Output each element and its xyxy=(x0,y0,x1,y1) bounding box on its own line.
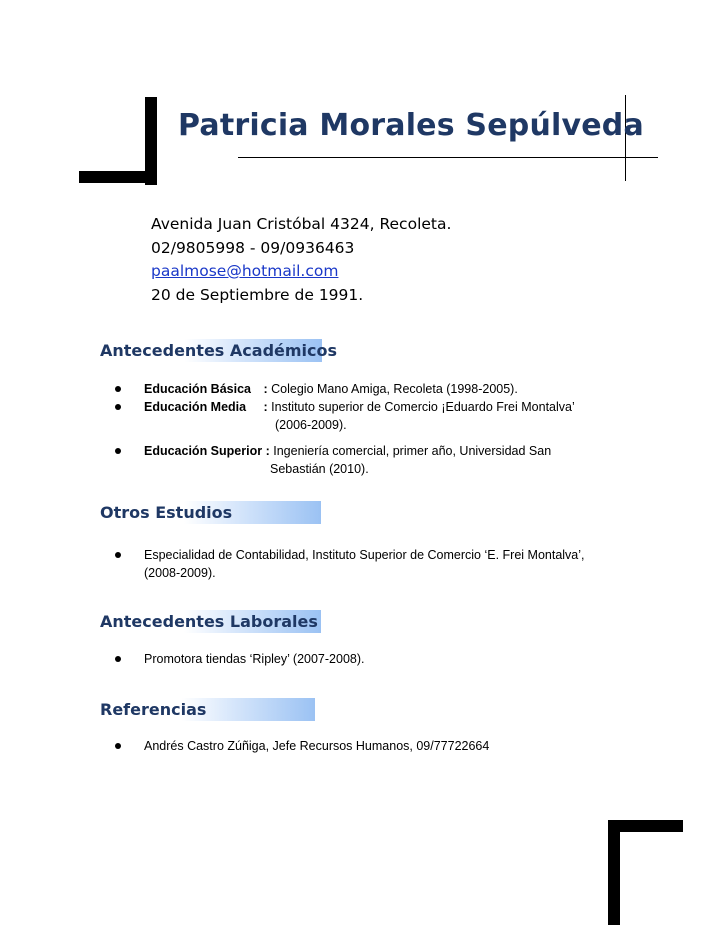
bullet-icon xyxy=(115,656,121,662)
item-separator: : xyxy=(263,382,268,396)
corner-bar-horizontal-top-left xyxy=(79,171,157,183)
bullet-icon xyxy=(115,552,121,558)
header-rule xyxy=(238,157,658,158)
address: Avenida Juan Cristóbal 4324, Recoleta. xyxy=(151,215,452,233)
section-heading-academic: Antecedentes Académicos xyxy=(100,341,338,360)
item-text: Promotora tiendas ‘Ripley’ (2007-2008). xyxy=(144,652,365,666)
item-separator: : xyxy=(265,444,270,458)
bullet-icon xyxy=(115,404,121,410)
birthdate: 20 de Septiembre de 1991. xyxy=(151,285,364,304)
bullet-icon xyxy=(115,743,121,749)
list-item xyxy=(112,546,585,564)
item-label: Educación Superior xyxy=(144,444,263,458)
section-heading-references: Referencias xyxy=(100,698,315,721)
item-text: Especialidad de Contabilidad, Instituto Superior de Comercio ‘E. Frei Montalva’, xyxy=(144,548,585,562)
item-separator: : xyxy=(263,400,268,414)
list-item xyxy=(112,442,575,460)
list-item xyxy=(112,398,575,416)
item-continuation: Sebastián (2010). xyxy=(270,462,369,476)
item-label: Educación Básica xyxy=(144,382,251,396)
item-text: Ingeniería comercial, primer año, Universidad San xyxy=(273,444,552,458)
list-item xyxy=(112,737,489,755)
item-text: Colegio Mano Amiga, Recoleta (1998-2005). xyxy=(271,382,518,396)
corner-bar-vertical-bottom-right xyxy=(608,820,620,925)
section-heading-other: Otros Estudios xyxy=(100,501,321,524)
bullet-icon xyxy=(115,448,121,454)
email-link[interactable]: paalmose@hotmail.com xyxy=(151,262,339,280)
academic-list xyxy=(112,380,575,478)
item-label: Educación Media xyxy=(144,400,247,414)
other-studies-list xyxy=(112,546,585,582)
corner-bar-horizontal-bottom-right xyxy=(608,820,683,832)
item-text: Andrés Castro Zúñiga, Jefe Recursos Humanos, 09/77722664 xyxy=(144,739,490,753)
page-title: Patricia Morales Sepúlveda xyxy=(178,108,644,143)
list-item xyxy=(112,650,364,668)
references-list xyxy=(112,737,489,755)
section-heading-work: Antecedentes Laborales xyxy=(100,610,321,633)
item-continuation: (2008-2009). xyxy=(144,566,216,580)
item-text: Instituto superior de Comercio ¡Eduardo Frei Montalva’ xyxy=(271,400,575,414)
bullet-icon xyxy=(115,386,121,392)
list-item xyxy=(112,380,575,398)
work-list xyxy=(112,650,364,668)
contact-block xyxy=(151,213,451,307)
item-continuation: (2006-2009). xyxy=(275,418,347,432)
phones: 02/9805998 - 09/0936463 xyxy=(151,238,355,257)
